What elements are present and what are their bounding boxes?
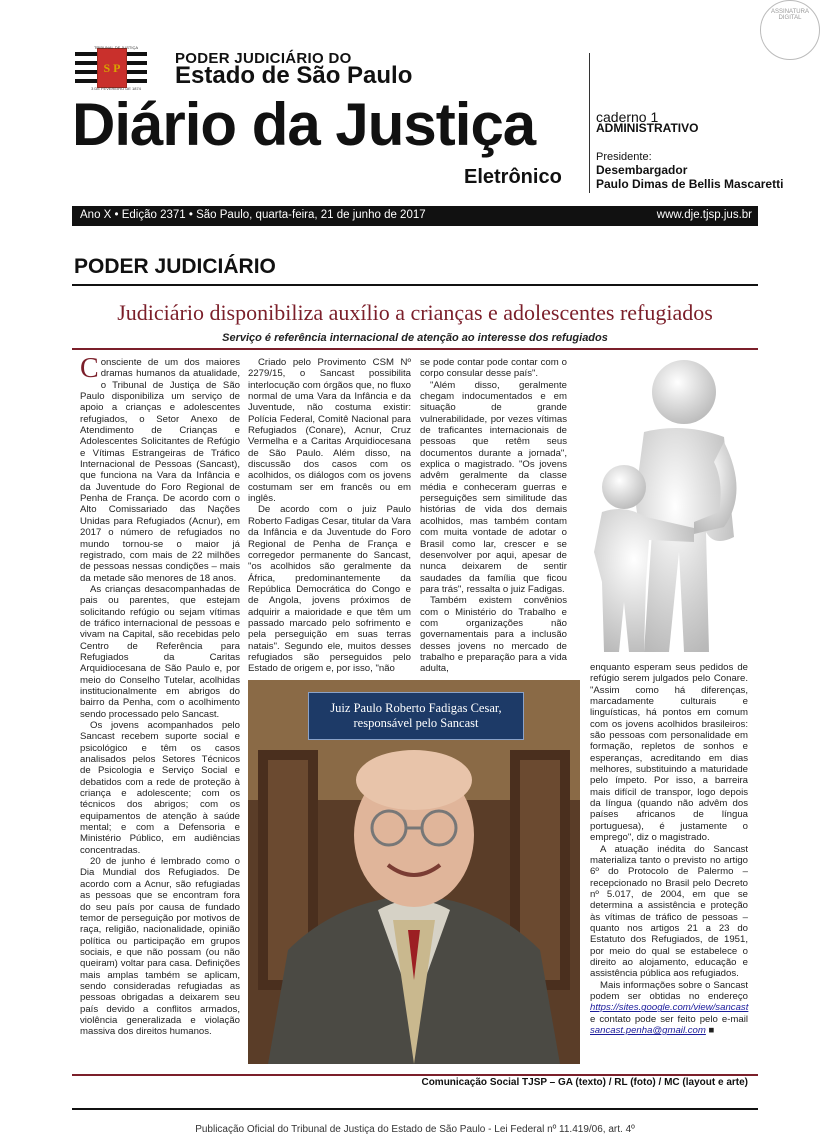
sancast-site-link[interactable]: https://sites.google.com/view/sancast: [590, 1002, 749, 1014]
crest-letters: S P: [97, 48, 127, 88]
col4-para-1: enquanto esperam seus pedidos de refúgio serem julgados pelo Conare. "Assim como há diferenças, marcadamente culturais e linguísticas, há pontos em comum com os jovens acolhidos brasileiros: são pessoas com personalidade em formação, repletos de sonhos e esperanças, acreditando em dias melhores, substituindo a maturidade pelo ímpeto. Por isso, a barreira mais difícil de transpor, logo depois da língua (quando não advêm dos países africanos de língua portuguesa), é justamente o emprego", diz o magistrado.: [590, 662, 748, 844]
end-mark: ■: [708, 1025, 715, 1036]
article-subhead: Serviço é referência internacional de atenção ao interesse dos refugiados: [222, 332, 608, 344]
caderno-name: ADMINISTRATIVO: [596, 121, 699, 135]
org-line1: PODER JUDICIÁRIO DO: [175, 50, 352, 67]
caderno-label: caderno 1: [596, 109, 659, 125]
judge-photo: [248, 680, 580, 1064]
footer-rule: [72, 1108, 758, 1110]
col2-para-1: Criado pelo Provimento CSM Nº 2279/15, o Sancast possibilita interlocução com órgãos que, no fluxo normal de uma Vara da Infância e da Juventude, não costuma existir: Polícia Federal, Comitê Nacional para Refugiados (Conare), Acnur, Cruz Vermelha e a Caritas Arquidiocesana de São Paulo. Além disso, na discussão dos casos com os acolhidos, os diálogos com os jovens costumam ser em francês ou em inglês.: [248, 357, 411, 505]
adult-head: [652, 360, 716, 424]
col1-para-1: onsciente de um dos maiores dramas humanos da atualidade, o Tribunal de Justiça de São Paulo disponibiliza um serviço de apoio a crianças e adolescentes refugiados, o Setor Anexo de Atendimento de Crianças e Adolescentes Solicitantes de Refúgio e Vítimas Estrangeiras de Tráfico Internacional de Pessoas (Sancast), que funciona na Vara da Infância e da Juventude do Foro Regional de Penha de França. De acordo com o Alto Comissariado das Nações Unidas para Refugiados (Acnur), em 2017 o número de refugiados no mundo tornou-se o maior já registrado, com mais de 22 milhões de pessoas nessas condições – mais da metade são menores de 18 anos.: [80, 357, 240, 584]
article-credits: Comunicação Social TJSP – GA (texto) / RL (foto) / MC (layout e arte): [421, 1077, 748, 1088]
col2-para-2: De acordo com o juiz Paulo Roberto Fadigas Cesar, titular da Vara da Infância e da Juventude do Foro Regional de Penha de França e corregedor permanente do Sancast, "os acolhidos são geralmente da África, predominantemente da República Democrática do Congo e de Angola, jovens próximos de adquirir a maioridade e que têm um passado marcado pelo sofrimento e pela perseguição em suas terras natais". Segundo ele, muitos desses refugiados são perseguidos pelo Estado de origem e, por isso, "não: [248, 504, 411, 675]
article-headline: Judiciário disponibiliza auxílio a crianças e adolescentes refugiados: [117, 300, 713, 325]
col3-para-2: "Além disso, geralmente chegam indocumentados e em situação de grande vulnerabilidade, por vezes vítimas de traficantes internacionais de pessoas que retêm seus documentos durante a jornada", explica o magistrado. "Os jovens advêm geralmente da classe média e conheceram guerras e perseguições sem similitude das histórias de vida dos demais acolhidos, mas também contam com muita vontade de adotar o Brasil como lar, crescer e se desenvolver por aqui, apesar de nunca deixarem de sentir saudades da família que ficou para trás", ressalta o juiz Fadigas.: [420, 379, 567, 595]
crest-top-text: TRIBUNAL DE JUSTIÇA: [93, 45, 139, 50]
masthead-divider: [589, 53, 590, 193]
presidente-label: Presidente:: [596, 151, 652, 163]
col4-para-2: A atuação inédita do Sancast materializa tanto o previsto no artigo 6º do Protocolo de Palermo – recepcionado no Brasil pelo Decreto nº 5.017, de 2004, em que se determina a assistência e proteção às vítimas de tráfico de pessoas – quanto nos artigos 21 a 23 do Estatuto dos Refugiados, de 1951, por meio do qual se estabelece o direito ao alojamento, educação e assistência pública aos refugiados.: [590, 843, 748, 980]
col1-para-2: As crianças desacompanhadas de pais ou parentes, que estejam solicitando refúgio ou sejam vítimas de tráfico internacional de pessoas e vivam na Capital, são recebidas pelo Centro de Referência para Refugiados da Caritas Arquidiocesana de São Paulo e, por meio do Conselho Tutelar, acolhidas institucionalmente em abrigos do bairro da Penha, com o acolhimento sendo processado pelo Sancast.: [80, 583, 240, 720]
page-footer: Publicação Oficial do Tribunal de Justiça do Estado de São Paulo - Lei Federal nº 11.419/06, art. 4º: [195, 1124, 635, 1135]
col4-more-mid: e contato pode ser feito pelo e-mail: [590, 1013, 748, 1025]
section-title: PODER JUDICIÁRIO: [74, 255, 276, 278]
newspaper-subtitle: Eletrônico: [464, 166, 562, 188]
presidente-name: Paulo Dimas de Bellis Mascaretti: [596, 177, 784, 191]
article-bottom-rule: [72, 1074, 758, 1076]
article-column-3: [420, 357, 567, 675]
tjsp-flag-logo: [75, 52, 147, 84]
sancast-email-link[interactable]: sancast.penha@gmail.com: [590, 1025, 706, 1036]
photo-caption: [308, 692, 524, 740]
col3-para-3: Também existem convênios com o Ministério do Trabalho e com organizações não governamentais para a inclusão desses jovens no mercado de trabalho e preparação para a vida adulta,: [420, 595, 567, 675]
edition-info: Ano X • Edição 2371 • São Paulo, quarta-feira, 21 de junho de 2017: [80, 209, 426, 221]
photo-caption-line1: Juiz Paulo Roberto Fadigas Cesar,: [330, 701, 502, 715]
photo-caption-line2: responsável pelo Sancast: [353, 716, 479, 730]
presidente-title: Desembargador: [596, 163, 688, 177]
headline-rule: [72, 348, 758, 350]
drop-cap: C: [80, 353, 99, 384]
crest-bottom-text: 3 DE FEVEREIRO DE 1874: [91, 86, 141, 91]
refugee-child-illustration: [574, 352, 754, 658]
site-url[interactable]: www.dje.tjsp.jus.br: [656, 209, 752, 221]
col1-para-3: Os jovens acompanhados pelo Sancast recebem suporte social e psicológico e têm os casos analisados pelos Setores Técnicos de Psicologia e Serviço Social e debatidos com a rede de proteção à criança e adolescente; com os técnicos dos abrigos; com os equipamentos de atenção à saúde mental; e com a Defensoria e Ministério Público, em audiências concentradas.: [80, 720, 240, 856]
edition-bar: [72, 206, 758, 226]
child-body: [594, 509, 694, 652]
col1-para-4: 20 de junho é lembrado como o Dia Mundial dos Refugiados. De acordo com a Acnur, são refugiadas as pessoas que se encontram fora do seu país por causa de fundado temor de perseguição por motivos de raça, religião, nacionalidade, opinião política ou participação em grupos sociais, e que não possam (ou não queiram) voltar para casa. Definições mais amplas também se aplicam, sendo consideradas refugiadas as pessoas obrigadas a deixarem seu país devido a conflitos armados, violência generalizada e violação massiva dos direitos humanos.: [80, 856, 240, 1038]
article-column-2: [248, 357, 411, 675]
col4-more-prefix: Mais informações sobre o Sancast podem ser obtidas no endereço: [590, 979, 748, 1002]
article-column-4: [590, 662, 748, 1036]
article-column-1: [80, 353, 240, 1038]
org-line2: Estado de São Paulo: [175, 62, 413, 89]
col3-para-1: se pode contar pode contar com o corpo consular desse país".: [420, 357, 567, 380]
digital-signature-seal: ASSINATURA DIGITAL: [760, 0, 820, 60]
section-rule: [72, 284, 758, 286]
child-head: [602, 465, 646, 509]
newspaper-title: Diário da Justiça: [72, 91, 536, 158]
